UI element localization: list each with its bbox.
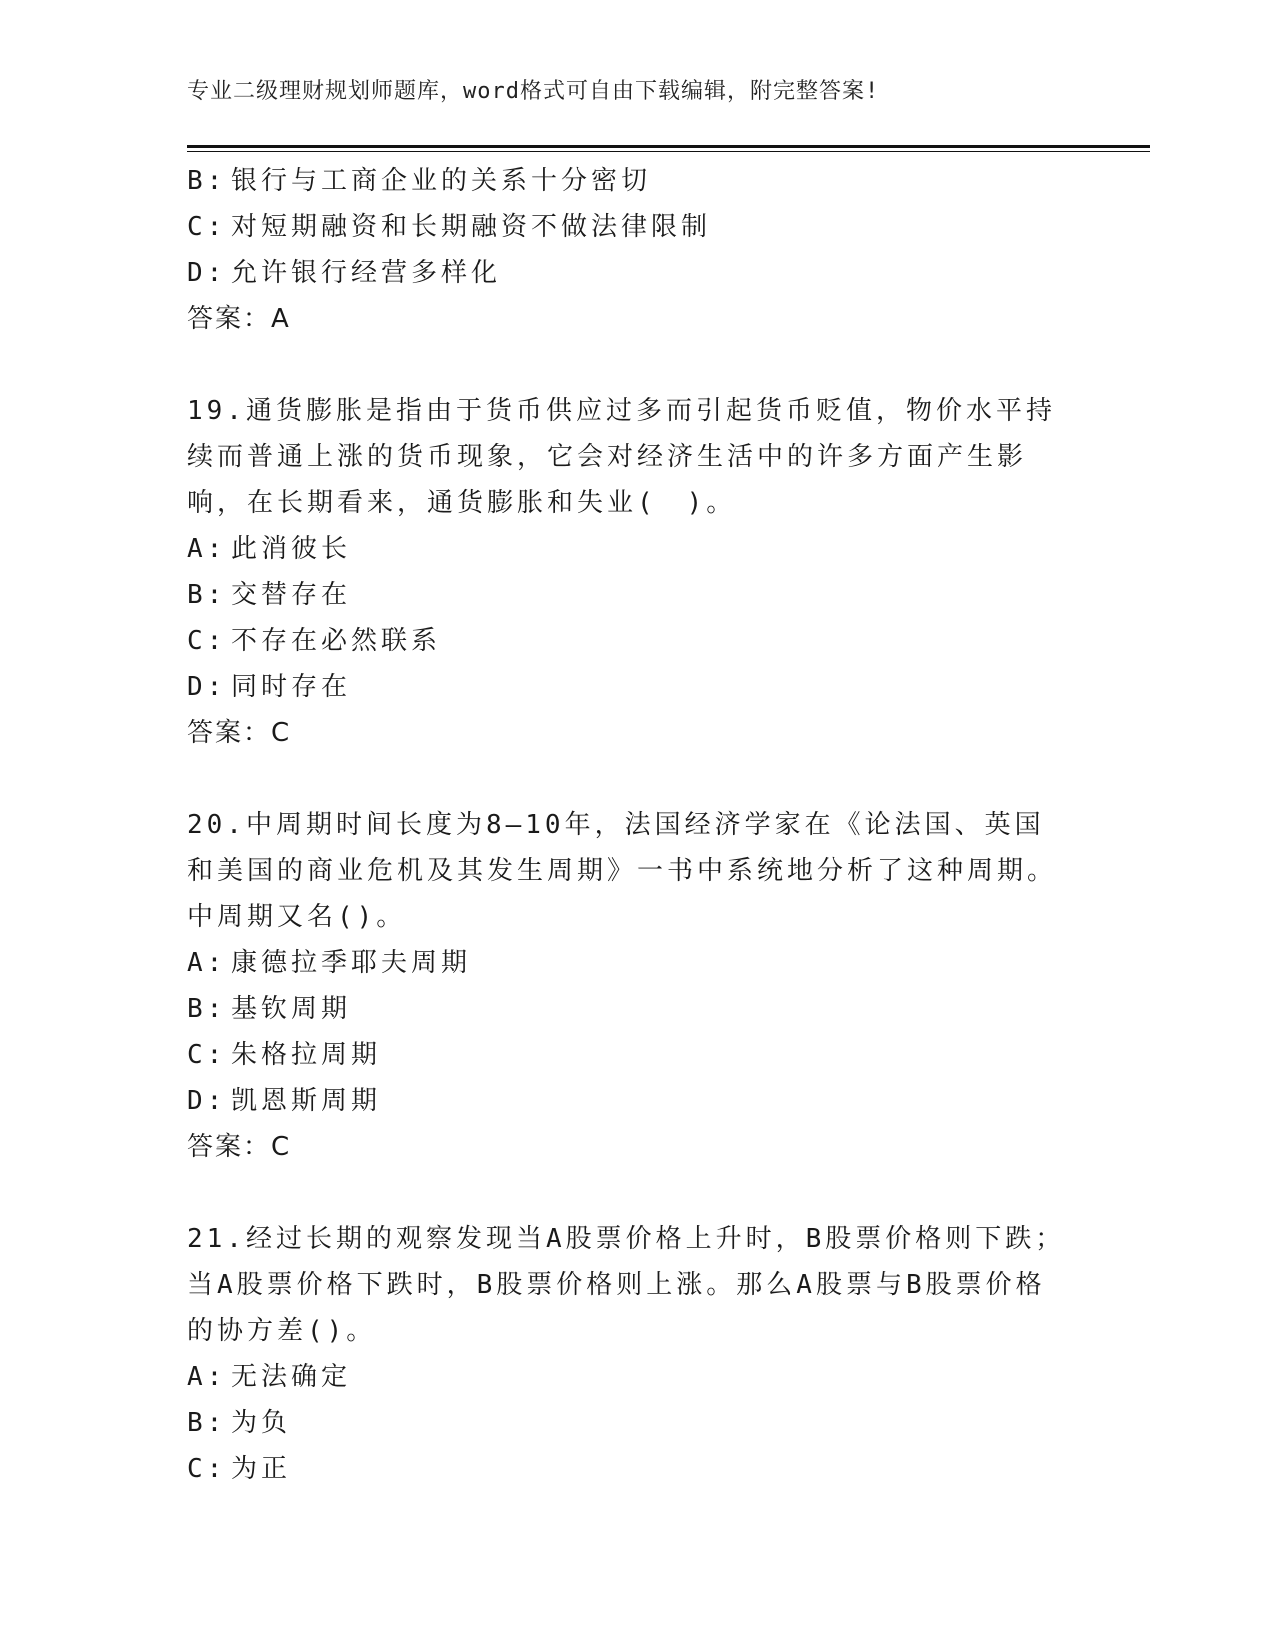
document-body: [187, 158, 1067, 1492]
question-stem: 20.中周期时间长度为8—10年，法国经济学家在《论法国、英国和美国的商业危机及其发生周期》一书中系统地分析了这种周期。中周期又名()。: [187, 810, 1058, 932]
option-text: 交替存在: [231, 580, 352, 610]
option-letter: C:: [187, 626, 227, 656]
option-text: 同时存在: [231, 672, 352, 702]
option-letter: B:: [187, 994, 227, 1024]
option-letter: C:: [187, 1454, 227, 1484]
option-text: 凯恩斯周期: [231, 1086, 382, 1116]
header-divider-thin: [187, 151, 1150, 152]
option-text: 允许银行经营多样化: [231, 258, 502, 288]
option-letter: D:: [187, 672, 227, 702]
question-stem: 21.经过长期的观察发现当A股票价格上升时，B股票价格则下跌；当A股票价格下跌时，B股票价格则上涨。那么A股票与B股票价格的协方差()。: [187, 1224, 1066, 1346]
option-text: 朱格拉周期: [231, 1040, 382, 1070]
option-line: [187, 250, 1067, 296]
option-line: [187, 204, 1067, 250]
option-text: 基钦周期: [231, 994, 352, 1024]
option-line: [187, 158, 1067, 204]
option-letter: A:: [187, 948, 227, 978]
option-letter: B:: [187, 166, 227, 196]
option-text: 为负: [231, 1408, 292, 1438]
answer-line: 答案：C: [187, 1132, 292, 1162]
option-letter: D:: [187, 1086, 227, 1116]
header-divider: [187, 145, 1150, 148]
spacer: [187, 342, 1067, 388]
option-text: 对短期融资和长期融资不做法律限制: [231, 212, 712, 242]
answer-line: 答案：A: [187, 304, 291, 334]
spacer: [187, 756, 1067, 802]
option-line: [187, 986, 1067, 1032]
option-text: 不存在必然联系: [231, 626, 442, 656]
option-text: 康德拉季耶夫周期: [231, 948, 472, 978]
option-letter: C:: [187, 1040, 227, 1070]
option-letter: B:: [187, 1408, 227, 1438]
option-line: [187, 572, 1067, 618]
option-letter: A:: [187, 1362, 227, 1392]
option-text: 银行与工商企业的关系十分密切: [231, 166, 652, 196]
page-header: 专业二级理财规划师题库，word格式可自由下载编辑，附完整答案!: [187, 79, 880, 104]
option-line: [187, 1446, 1067, 1492]
option-letter: A:: [187, 534, 227, 564]
option-line: [187, 664, 1067, 710]
option-text: 为正: [231, 1454, 292, 1484]
option-letter: C:: [187, 212, 227, 242]
option-line: [187, 1032, 1067, 1078]
option-line: [187, 526, 1067, 572]
question-stem: 19.通货膨胀是指由于货币供应过多而引起货币贬值，物价水平持续而普通上涨的货币现象，它会对经济生活中的许多方面产生影响，在长期看来，通货膨胀和失业( )。: [187, 396, 1056, 518]
option-line: [187, 618, 1067, 664]
spacer: [187, 1170, 1067, 1216]
option-text: 此消彼长: [231, 534, 352, 564]
option-letter: B:: [187, 580, 227, 610]
option-line: [187, 1354, 1067, 1400]
option-line: [187, 1400, 1067, 1446]
option-line: [187, 940, 1067, 986]
option-letter: D:: [187, 258, 227, 288]
option-line: [187, 1078, 1067, 1124]
option-text: 无法确定: [231, 1362, 352, 1392]
answer-line: 答案：C: [187, 718, 292, 748]
